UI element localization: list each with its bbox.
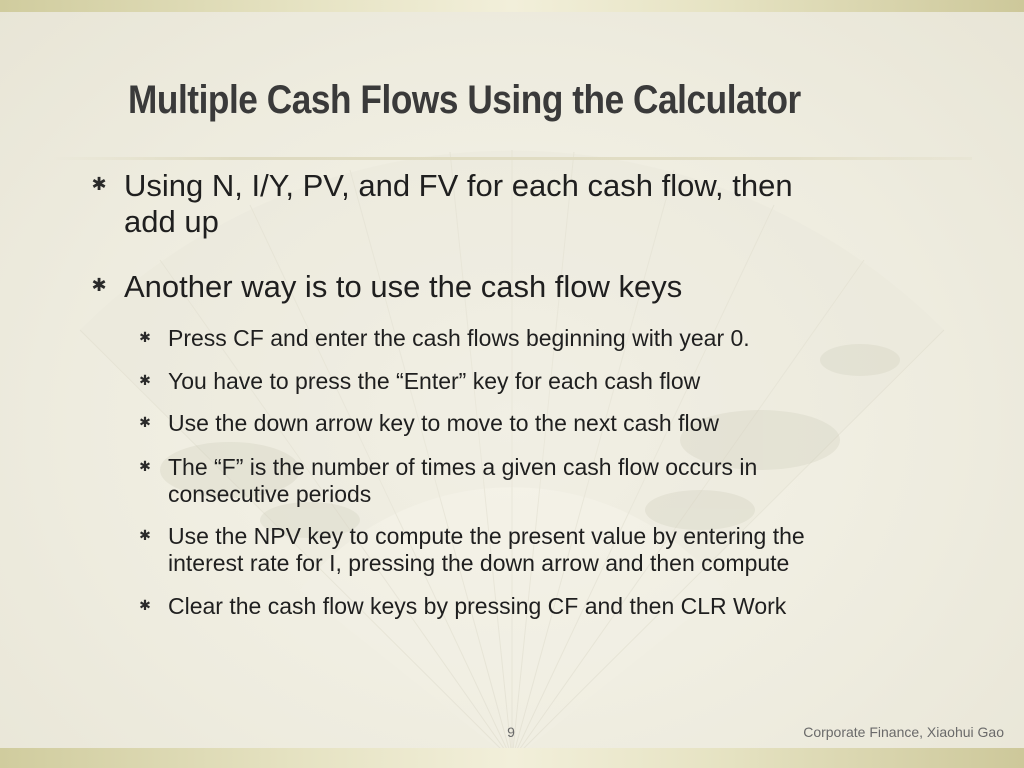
page-number: 9 [507, 724, 515, 740]
bullet-text-line: consecutive periods [168, 481, 372, 507]
bullet-text [124, 168, 793, 240]
bullet-text [168, 523, 805, 577]
bullet-text-line: add up [124, 204, 219, 239]
asterisk-bullet-icon: ✱ [139, 598, 151, 614]
footer-credit: Corporate Finance, Xiaohui Gao [803, 724, 1004, 740]
bullet-text-line: Clear the cash flow keys by pressing CF and then CLR Work [168, 593, 787, 619]
sub-bullet-item [136, 593, 786, 620]
sub-bullet-item [136, 410, 719, 437]
bullet-text [124, 269, 682, 305]
asterisk-bullet-icon: ✱ [139, 373, 151, 389]
bullet-text-line: Using N, I/Y, PV, and FV for each cash flow, then [124, 168, 793, 203]
bullet-text [168, 593, 786, 620]
bullet-text-line: Use the NPV key to compute the present value by entering the [168, 523, 805, 549]
bullet-text-line: You have to press the “Enter” key for each cash flow [168, 368, 701, 394]
sub-bullet-item [136, 454, 757, 508]
bullet-text [168, 454, 757, 508]
bullet-text [168, 410, 719, 437]
bullet-item [88, 168, 793, 240]
slide-title: Multiple Cash Flows Using the Calculator [128, 78, 801, 122]
sub-bullet-item [136, 523, 805, 577]
bullet-text-line: interest rate for I, pressing the down arrow and then compute [168, 550, 790, 576]
bullet-text-line: Another way is to use the cash flow keys [124, 269, 683, 304]
asterisk-bullet-icon: ✱ [91, 275, 107, 296]
sub-bullet-item [136, 325, 750, 352]
asterisk-bullet-icon: ✱ [139, 459, 151, 475]
bullet-item [88, 269, 682, 305]
bullet-text [168, 368, 700, 395]
asterisk-bullet-icon: ✱ [139, 528, 151, 544]
asterisk-bullet-icon: ✱ [91, 174, 107, 195]
asterisk-bullet-icon: ✱ [139, 415, 151, 431]
bullet-text-line: Use the down arrow key to move to the next cash flow [168, 410, 719, 436]
bullet-text [168, 325, 750, 352]
asterisk-bullet-icon: ✱ [139, 330, 151, 346]
bottom-decorative-band [0, 748, 1024, 768]
sub-bullet-item [136, 368, 700, 395]
bullet-text-line: Press CF and enter the cash flows beginning with year 0. [168, 325, 750, 351]
bullet-text-line: The “F” is the number of times a given cash flow occurs in [168, 454, 758, 480]
